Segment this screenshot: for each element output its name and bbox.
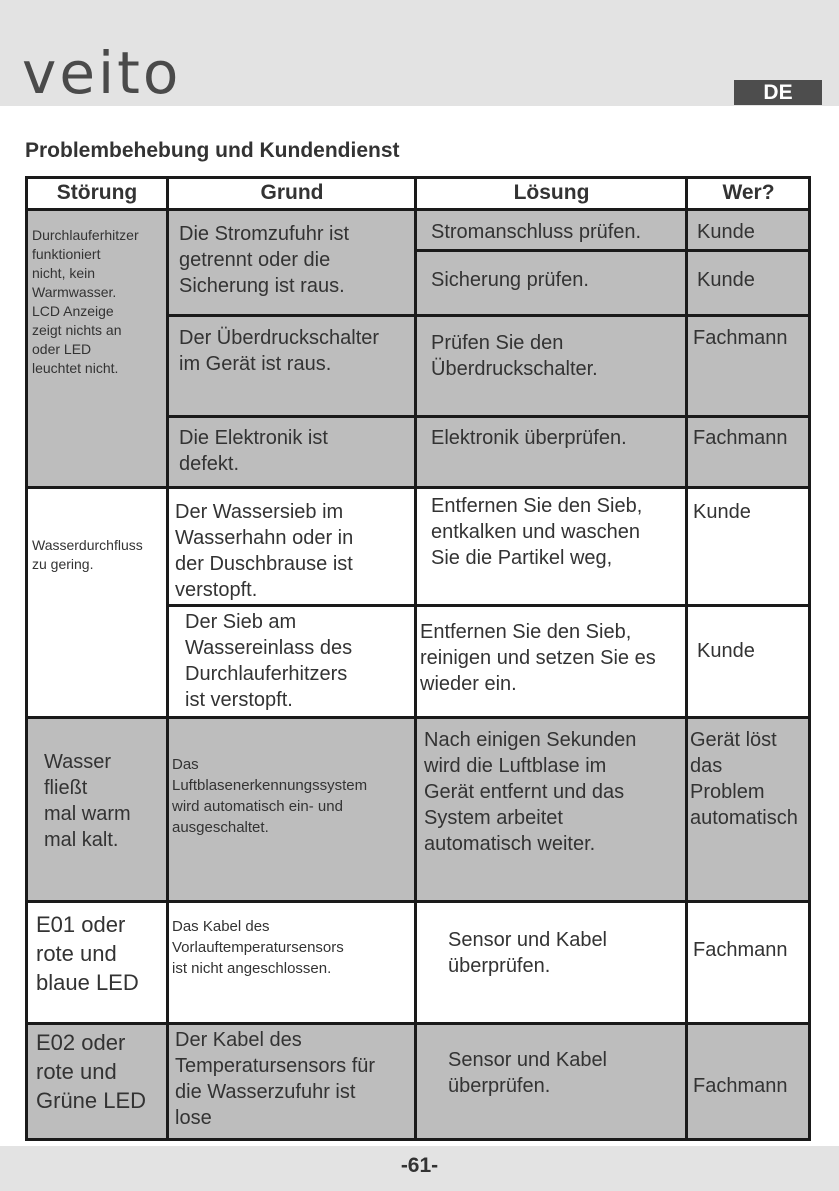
grid-line — [26, 176, 811, 179]
header-wer: Wer? — [687, 178, 810, 210]
header-grund: Grund — [168, 178, 416, 210]
block2-stoerung-text: Wasserdurchfluss zu gering. — [32, 537, 143, 572]
header-loesung: Lösung — [416, 178, 687, 210]
grid-line — [166, 176, 169, 1141]
block1-r1-wer-b: Kunde — [697, 269, 755, 291]
block4-grund: Das Kabel des Vorlauftemperatursensors ist nicht angeschlossen. — [172, 918, 344, 977]
grid-line — [26, 1022, 811, 1025]
page-number: -61- — [400, 1154, 439, 1177]
block1-r3-loesung: Elektronik überprüfen. — [431, 427, 627, 449]
grid-line — [168, 604, 811, 607]
grid-line — [168, 415, 811, 418]
grid-line — [25, 176, 28, 1141]
brand-logo: veito — [22, 39, 182, 107]
block3-stoerung-text: Wasser fließt mal warm mal kalt. — [44, 751, 131, 851]
grid-line — [26, 208, 811, 211]
language-badge: DE — [734, 80, 822, 105]
grid-line — [26, 900, 811, 903]
block4-background — [26, 902, 810, 1024]
block2-r1-wer: Kunde — [693, 501, 751, 523]
grid-line — [414, 176, 417, 1141]
grid-line — [26, 486, 811, 489]
block1-r1-wer-a: Kunde — [697, 221, 755, 243]
block4-loesung: Sensor und Kabel überprüfen. — [448, 929, 608, 977]
block3-grund: Das Luftblasenerkennungssystem wird automatisch ein- und ausgeschaltet. — [172, 756, 368, 836]
block2-r1-loesung: Entfernen Sie den Sieb, entkalken und waschen Sie die Partikel weg, — [431, 495, 643, 569]
block1-r3-wer: Fachmann — [693, 427, 788, 449]
block4-wer: Fachmann — [693, 939, 788, 961]
block1-r2-wer: Fachmann — [693, 327, 788, 349]
grid-line — [808, 176, 811, 1141]
block1-r1-loesung-b: Sicherung prüfen. — [431, 269, 589, 291]
block1-stoerung-text: Durchlauferhitzer funktioniert nicht, kein Warmwasser. LCD Anzeige zeigt nichts an oder LED leuchtet nicht. — [32, 227, 139, 376]
block1-r1-grund: Die Stromzufuhr ist getrennt oder die Sicherung ist raus. — [179, 223, 350, 297]
grid-line — [168, 314, 811, 317]
block1-r1-loesung-a: Stromanschluss prüfen. — [431, 221, 642, 243]
grid-line — [416, 249, 811, 252]
block3-loesung: Nach einigen Sekunden wird die Luftblase im Gerät entfernt und das System arbeitet automatisch weiter. — [424, 729, 637, 855]
grid-line — [26, 1138, 811, 1141]
block2-r2-wer: Kunde — [697, 640, 755, 662]
block5-wer: Fachmann — [693, 1075, 788, 1097]
page-title: Problembehebung und Kundendienst — [25, 139, 400, 162]
grid-line — [685, 176, 688, 1141]
block1-r2-grund: Der Überdruckschalter im Gerät ist raus. — [179, 327, 380, 375]
block5-loesung: Sensor und Kabel überprüfen. — [448, 1049, 608, 1097]
block1-r2-loesung: Prüfen Sie den Überdruckschalter. — [431, 332, 598, 380]
block4-stoerung-text: E01 oder rote und blaue LED — [36, 912, 139, 995]
block3-wer: Gerät löst das Problem automatisch — [690, 729, 798, 829]
block5-grund: Der Kabel des Temperatursensors für die Wasserzufuhr ist lose — [175, 1029, 376, 1129]
block2-r1-grund: Der Wassersieb im Wasserhahn oder in der Duschbrause ist verstopft. — [175, 501, 354, 601]
block5-stoerung-text: E02 oder rote und Grüne LED — [36, 1030, 147, 1113]
block2-r2-grund: Der Sieb am Wassereinlass des Durchlauferhitzers ist verstopft. — [185, 611, 353, 711]
grid-line — [26, 716, 811, 719]
header-stoerung: Störung — [26, 178, 168, 210]
block2-r2-loesung: Entfernen Sie den Sieb, reinigen und setzen Sie es wieder ein. — [420, 621, 656, 695]
block1-r3-grund: Die Elektronik ist defekt. — [179, 427, 328, 475]
